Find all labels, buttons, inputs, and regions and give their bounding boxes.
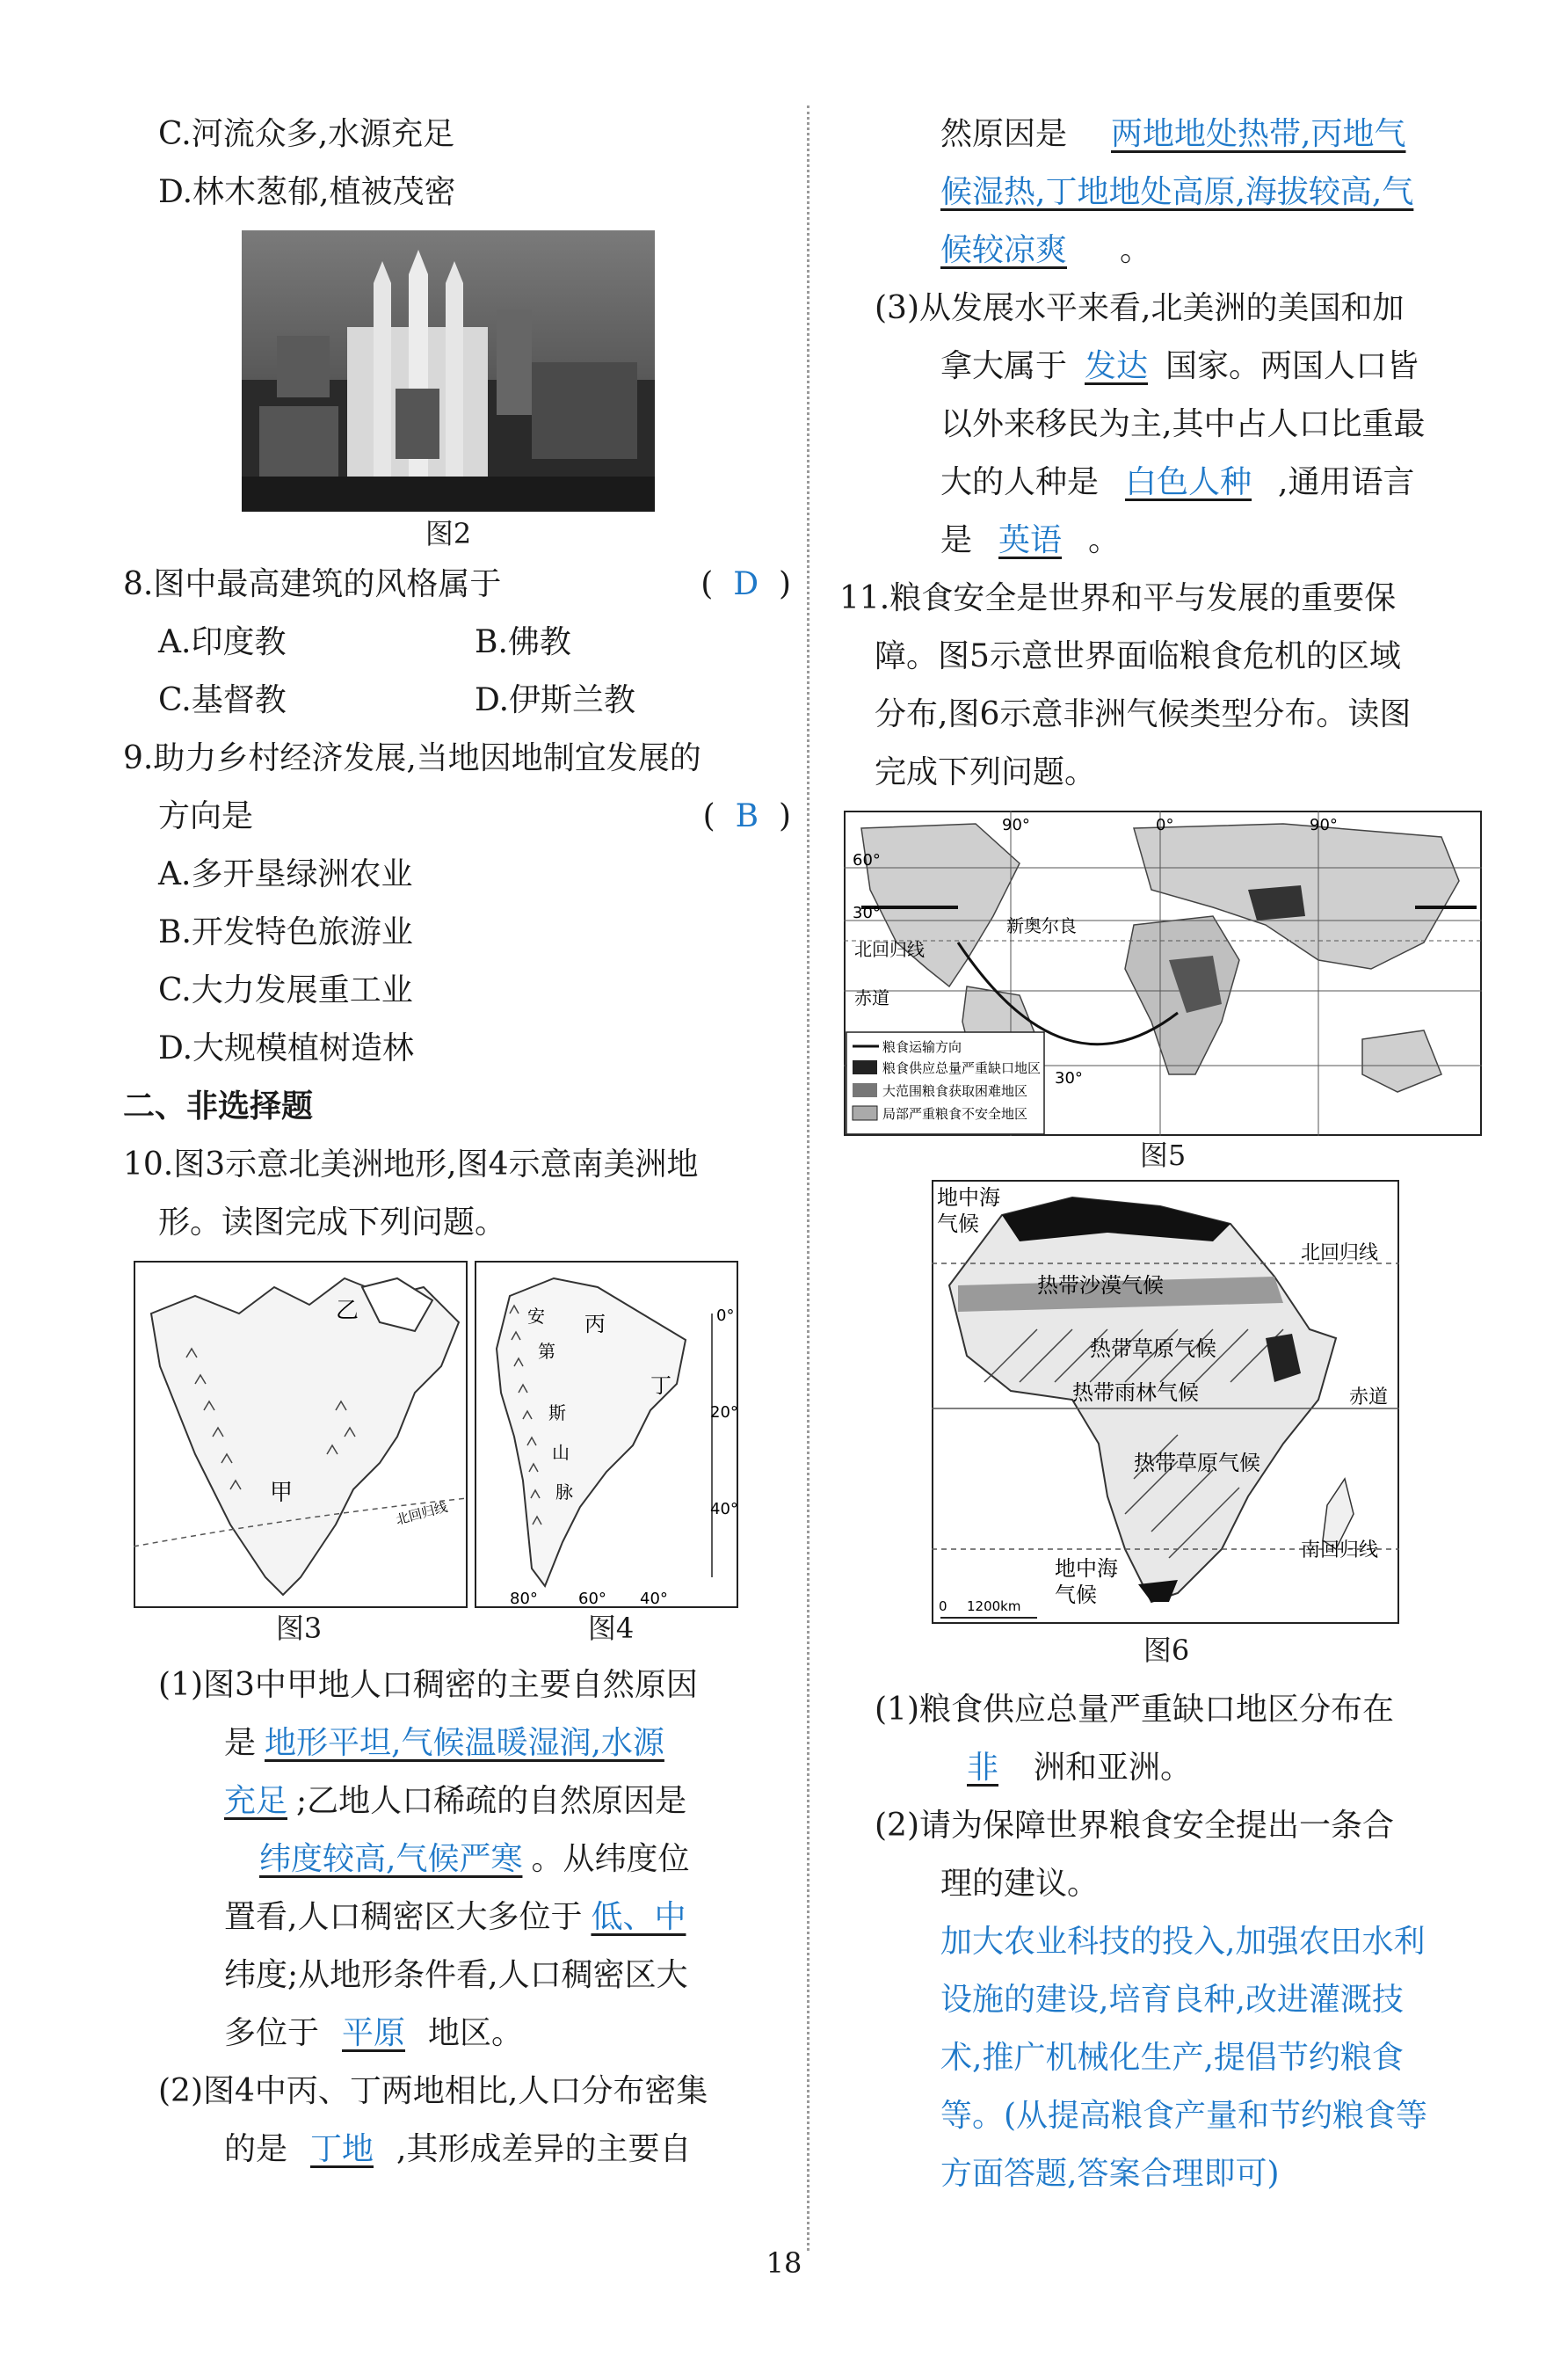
right-column (839, 106, 1490, 2203)
q8-option-c: C.基督教 (158, 682, 287, 718)
fig4-andes-2: 第 (538, 1341, 555, 1362)
q9-stem-row (123, 788, 791, 846)
q11-stem-line3: 分布,图6示意非洲气候类型分布。读图 (875, 696, 1412, 732)
fig4-lon-60: 60° (578, 1590, 606, 1608)
q10-p1-text-is: 是 (224, 1725, 257, 1761)
q10-p3-text-is: 是 (940, 522, 973, 558)
fig5-shortage-region-asia (1248, 885, 1305, 921)
fig6-equator: 赤道 (1349, 1386, 1389, 1408)
q10-p1-text-area: 地区。 (428, 2015, 524, 2051)
q8-option-d: D.伊斯兰教 (475, 682, 636, 718)
q10-p3-answer1: 发达 (1085, 348, 1149, 384)
q8-options-row1 (123, 614, 791, 672)
q10-p3-line5 (839, 512, 1490, 570)
q11-p1-line1: (1)粮食供应总量严重缺口地区分布在 (875, 1692, 1394, 1728)
q10-p1-line6: 纬度;从地形条件看,人口稠密区大 (224, 1957, 688, 1993)
fig4-andes-5: 脉 (555, 1481, 573, 1503)
q10-p2-line5 (839, 222, 1490, 280)
q11-stem-line1: 11.粮食安全是世界和平与发展的重要保 (839, 580, 1397, 616)
fig5-legend-2: 粮食供应总量严重缺口地区 (882, 1060, 1042, 1076)
figure-2-caption: 图2 (425, 517, 472, 550)
q11-stem-line2: 障。图5示意世界面临粮食危机的区域 (875, 638, 1401, 674)
page-number: 18 (766, 2246, 802, 2280)
q10-p2-text-is: 的是 (224, 2131, 288, 2167)
q11-p2-line2: 理的建议。 (940, 1866, 1100, 1902)
q11-p2-answer-line4: 等。(从提高粮食产量和节约粮食等 (940, 2098, 1428, 2134)
q10-p2-answer2c: 候较凉爽 (940, 232, 1068, 268)
figure-6-map (932, 1180, 1399, 1624)
q10-p1-line5 (123, 1889, 791, 1947)
q10-p1-line7 (123, 2005, 791, 2063)
q10-p1-text-yi: ;乙地人口稀疏的自然原因是 (296, 1783, 687, 1819)
q10-p3-line2 (839, 338, 1490, 396)
fig5-legend-1: 粮食运输方向 (882, 1039, 962, 1055)
q9-option-d: D.大规模植树造林 (158, 1030, 415, 1066)
fig5-equator: 赤道 (854, 987, 889, 1008)
fig3-label-yi: 乙 (336, 1298, 359, 1324)
figure-2-block (123, 222, 791, 550)
q9-answer: B (735, 798, 759, 834)
fig6-scale-label: 1200km (967, 1598, 1021, 1614)
q10-stem-line2: 形。读图完成下列问题。 (158, 1204, 507, 1241)
q10-p1-text-lat: 。从纬度位 (531, 1841, 690, 1877)
q10-p1-answer3: 低、中 (591, 1899, 686, 1935)
q10-stem-line1: 10.图3示意北美洲地形,图4示意南美洲地 (123, 1146, 699, 1183)
fig4-lat-20: 20° (710, 1403, 738, 1422)
fig3-label-jia: 甲 (270, 1480, 294, 1506)
q11-p2-answer-line1: 加大农业科技的投入,加强农田水利 (940, 1924, 1426, 1960)
q10-p1-answer4: 平原 (342, 2015, 406, 2051)
fig6-med-north-1: 地中海 (937, 1185, 1000, 1210)
q10-p2-answer1: 丁地 (310, 2131, 374, 2167)
q8-options-row2 (123, 672, 791, 730)
fig6-savanna-south-label: 热带草原气候 (1134, 1451, 1260, 1475)
q10-p1-answer1b: 充足 (224, 1783, 288, 1819)
fig5-legend-3: 大范围粮食获取困难地区 (882, 1083, 1028, 1099)
q10-p2-text-natural: 然原因是 (940, 116, 1068, 152)
fig5-lat-30s: 30° (1055, 1069, 1083, 1088)
figure-6-caption: 图6 (1143, 1634, 1190, 1667)
fig5-lat-30: 30° (853, 904, 881, 922)
figure-3-map (134, 1261, 468, 1608)
q10-p2-line2 (123, 2121, 791, 2179)
q11-p2-answer-line2: 设施的建设,培育良种,改进灌溉技 (940, 1982, 1404, 2018)
fig5-legend-4: 局部严重粮食不安全地区 (882, 1106, 1028, 1122)
fig6-desert-label: 热带沙漠气候 (1037, 1273, 1164, 1298)
q10-p1-text-pos: 置看,人口稠密区大多位于 (224, 1899, 583, 1935)
q10-p3-text-belong: 拿大属于 (940, 348, 1068, 384)
q10-p2-answer2a: 两地地处热带,丙地气 (1111, 116, 1406, 152)
figure-6-block (839, 1180, 1490, 1681)
figure-4-map (475, 1261, 738, 1608)
q11-stem-line4: 完成下列问题。 (875, 754, 1097, 790)
q10-p3-answer3: 英语 (998, 522, 1063, 558)
fig4-lat-40: 40° (710, 1500, 738, 1518)
q8-answer: D (733, 566, 759, 602)
q10-p2-text-reason: ,其形成差异的主要自 (396, 2131, 692, 2167)
q10-p3-line1: (3)从发展水平来看,北美洲的美国和加 (875, 290, 1405, 326)
q10-p3-line3: 以外来移民为主,其中占人口比重最 (940, 406, 1426, 442)
figure-4-caption: 图4 (587, 1612, 635, 1645)
column-divider (807, 106, 809, 2251)
q7-option-c: C.河流众多,水源充足 (158, 116, 455, 152)
q7-option-d: D.林木葱郁,植被茂密 (158, 174, 456, 210)
fig4-andes-1: 安 (527, 1306, 545, 1327)
q9-option-a: A.多开垦绿洲农业 (158, 856, 413, 892)
q10-p2-line3 (839, 106, 1490, 164)
fig4-label-ding: 丁 (650, 1373, 671, 1398)
q8-answer-paren: ( D ) (701, 566, 791, 602)
q10-p3-line4 (839, 454, 1490, 512)
q10-p3-text-country: 国家。两国人口皆 (1165, 348, 1419, 384)
q11-p2-answer-line3: 术,推广机械化生产,提倡节约粮食 (940, 2040, 1404, 2076)
fig4-lat-0: 0° (716, 1306, 735, 1325)
fig6-med-south-2: 气候 (1055, 1583, 1097, 1607)
q9-stem-line2: 方向是 (158, 798, 254, 834)
figure-5-block (839, 802, 1490, 1180)
q8-option-b: B.佛教 (475, 624, 571, 660)
q10-p1-answer1a: 地形平坦,气候温暖湿润,水源 (265, 1725, 664, 1761)
figure-2-photo (242, 230, 655, 512)
q10-p2-period: 。 (1120, 232, 1152, 268)
fig3-tropic-label: 北回归线 (394, 1498, 450, 1528)
fig6-savanna-north-label: 热带草原气候 (1090, 1336, 1216, 1361)
q9-answer-paren: ( B ) (702, 798, 791, 834)
fig5-lat-60: 60° (853, 851, 881, 870)
figure-5-caption: 图5 (1139, 1139, 1187, 1172)
q10-p1-line3 (123, 1772, 791, 1830)
q11-p1-line2 (839, 1739, 1490, 1797)
fig5-city: 新奥尔良 (1006, 915, 1077, 936)
q10-p3-text-race: 大的人种是 (940, 464, 1100, 500)
fig6-med-south-1: 地中海 (1055, 1556, 1118, 1581)
q9-stem-line1: 9.助力乡村经济发展,当地因地制宜发展的 (123, 740, 701, 776)
q11-p2-answer-line5: 方面答题,答案合理即可) (940, 2156, 1280, 2192)
fig5-legend (846, 1032, 1044, 1134)
q11-p2-line1: (2)请为保障世界粮食安全提出一条合 (875, 1808, 1394, 1844)
fig6-scale-zero: 0 (939, 1598, 947, 1614)
figure-3-caption: 图3 (275, 1612, 323, 1645)
fig6-rainforest-label: 热带雨林气候 (1072, 1380, 1199, 1405)
q11-p1-answer: 非 (967, 1750, 999, 1786)
q10-p2-answer2b: 候湿热,丁地地处高原,海拔较高,气 (940, 174, 1414, 210)
q10-p3-period: 。 (1088, 522, 1121, 558)
left-column (123, 106, 791, 2179)
q9-option-c: C.大力发展重工业 (158, 972, 413, 1008)
q10-p1-text-at: 多位于 (224, 2015, 320, 2051)
fig4-lon-40: 40° (640, 1590, 668, 1608)
q11-p1-text-continent: 洲和亚洲。 (1034, 1750, 1193, 1786)
fig4-andes-3: 斯 (548, 1402, 566, 1423)
fig4-label-bing: 丙 (584, 1312, 606, 1336)
q10-p1-answer2: 纬度较高,气候严寒 (259, 1841, 523, 1877)
fig6-tropic-north: 北回归线 (1301, 1242, 1379, 1264)
fig4-lon-80: 80° (510, 1590, 538, 1608)
q10-p1-line4 (123, 1830, 791, 1889)
fig5-tropic: 北回归线 (854, 939, 925, 960)
q8-stem-row (123, 556, 791, 614)
q10-p2-line1: (2)图4中丙、丁两地相比,人口分布密集 (158, 2073, 708, 2109)
fig6-tropic-south: 南回归线 (1301, 1539, 1379, 1561)
figure-5-map (844, 811, 1482, 1136)
section-title: 二、非选择题 (123, 1088, 314, 1124)
q8-option-a: A.印度教 (158, 624, 287, 660)
q10-p1-line2 (123, 1714, 791, 1772)
q10-p1-line1: (1)图3中甲地人口稠密的主要自然原因 (158, 1667, 698, 1703)
fig5-lon-90w: 90° (1002, 816, 1030, 834)
q8-stem: 8.图中最高建筑的风格属于 (123, 566, 502, 602)
q10-p3-text-lang: ,通用语言 (1278, 464, 1415, 500)
fig5-lon-90e: 90° (1310, 816, 1338, 834)
q10-p3-answer2: 白色人种 (1125, 464, 1252, 500)
q9-option-b: B.开发特色旅游业 (158, 914, 413, 950)
fig6-med-north-2: 气候 (937, 1212, 979, 1236)
q10-p2-line4 (839, 164, 1490, 222)
fig4-andes-4: 山 (552, 1442, 570, 1463)
fig5-lon-0: 0° (1156, 816, 1174, 834)
figures-3-4-block (123, 1252, 791, 1656)
